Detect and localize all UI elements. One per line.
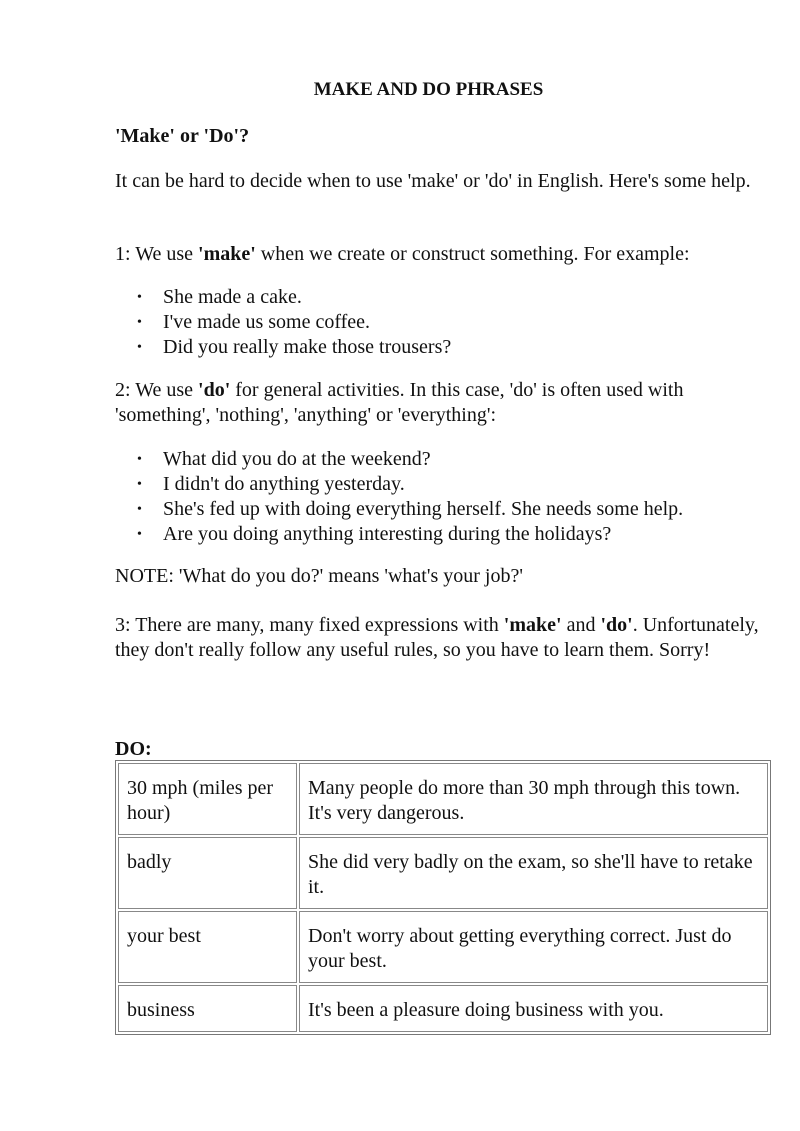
bullet-icon: • <box>137 315 142 330</box>
list-item-text: She's fed up with doing everything herself. She needs some help. <box>163 498 684 520</box>
table-row <box>118 763 768 835</box>
page-title: MAKE AND DO PHRASES <box>313 79 544 100</box>
bullet-icon: • <box>137 502 142 517</box>
list-item <box>115 335 765 360</box>
phrase-cell: business <box>118 985 297 1032</box>
rule-3-text: . Unfortunately, they don't really follow any useful rules, so you have to learn them. Sorry! <box>115 614 759 661</box>
list-item-text: I've made us some coffee. <box>163 311 371 333</box>
do-examples-list <box>115 447 765 547</box>
phrase-cell: your best <box>118 911 297 983</box>
table-row <box>118 985 768 1032</box>
bullet-icon: • <box>137 452 142 467</box>
list-item <box>115 472 765 497</box>
bullet-icon: • <box>137 290 142 305</box>
do-phrases-table <box>115 760 771 1035</box>
section-subtitle: 'Make' or 'Do'? <box>115 125 250 147</box>
rule-1-paragraph <box>115 242 765 267</box>
rule-1-text: when we create or construct something. For example: <box>255 243 690 265</box>
make-examples-list <box>115 285 765 360</box>
list-item <box>115 497 765 522</box>
rule-1-keyword: 'make' <box>198 243 256 265</box>
rule-1-lead: 1: We use <box>115 243 199 265</box>
table-row <box>118 837 768 909</box>
list-item <box>115 522 765 547</box>
list-item <box>115 310 765 335</box>
rule-2-lead: 2: We use <box>115 379 199 401</box>
list-item-text: She made a cake. <box>163 286 302 308</box>
example-cell: Many people do more than 30 mph through this town. It's very dangerous. <box>299 763 768 835</box>
rule-2-keyword: 'do' <box>198 379 231 401</box>
list-item-text: What did you do at the weekend? <box>163 448 431 470</box>
rule-3-conjunction: and <box>561 614 601 636</box>
list-item-text: Did you really make those trousers? <box>163 336 452 358</box>
bullet-icon: • <box>137 340 142 355</box>
example-cell: She did very badly on the exam, so she'll have to retake it. <box>299 837 768 909</box>
list-item-text: Are you doing anything interesting during the holidays? <box>163 523 612 545</box>
bullet-icon: • <box>137 477 142 492</box>
do-heading: DO: <box>115 738 152 760</box>
intro-paragraph: It can be hard to decide when to use 'make' or 'do' in English. Here's some help. <box>115 170 751 192</box>
rule-3-keyword-do: 'do' <box>600 614 633 636</box>
phrase-cell: badly <box>118 837 297 909</box>
list-item <box>115 285 765 310</box>
list-item-text: I didn't do anything yesterday. <box>163 473 405 495</box>
rule-2-paragraph <box>115 378 765 428</box>
rule-3-paragraph <box>115 613 765 663</box>
note-paragraph: NOTE: 'What do you do?' means 'what's your job?' <box>115 565 523 587</box>
phrase-cell: 30 mph (miles per hour) <box>118 763 297 835</box>
table-row <box>118 911 768 983</box>
rule-3-keyword-make: 'make' <box>503 614 562 636</box>
rule-2-text: for general activities. In this case, 'do' is often used with 'something', 'nothing', 'anything' or 'everything': <box>115 379 684 426</box>
example-cell: It's been a pleasure doing business with you. <box>299 985 768 1032</box>
rule-3-lead: 3: There are many, many fixed expressions with <box>115 614 504 636</box>
list-item <box>115 447 765 472</box>
example-cell: Don't worry about getting everything correct. Just do your best. <box>299 911 768 983</box>
bullet-icon: • <box>137 527 142 542</box>
